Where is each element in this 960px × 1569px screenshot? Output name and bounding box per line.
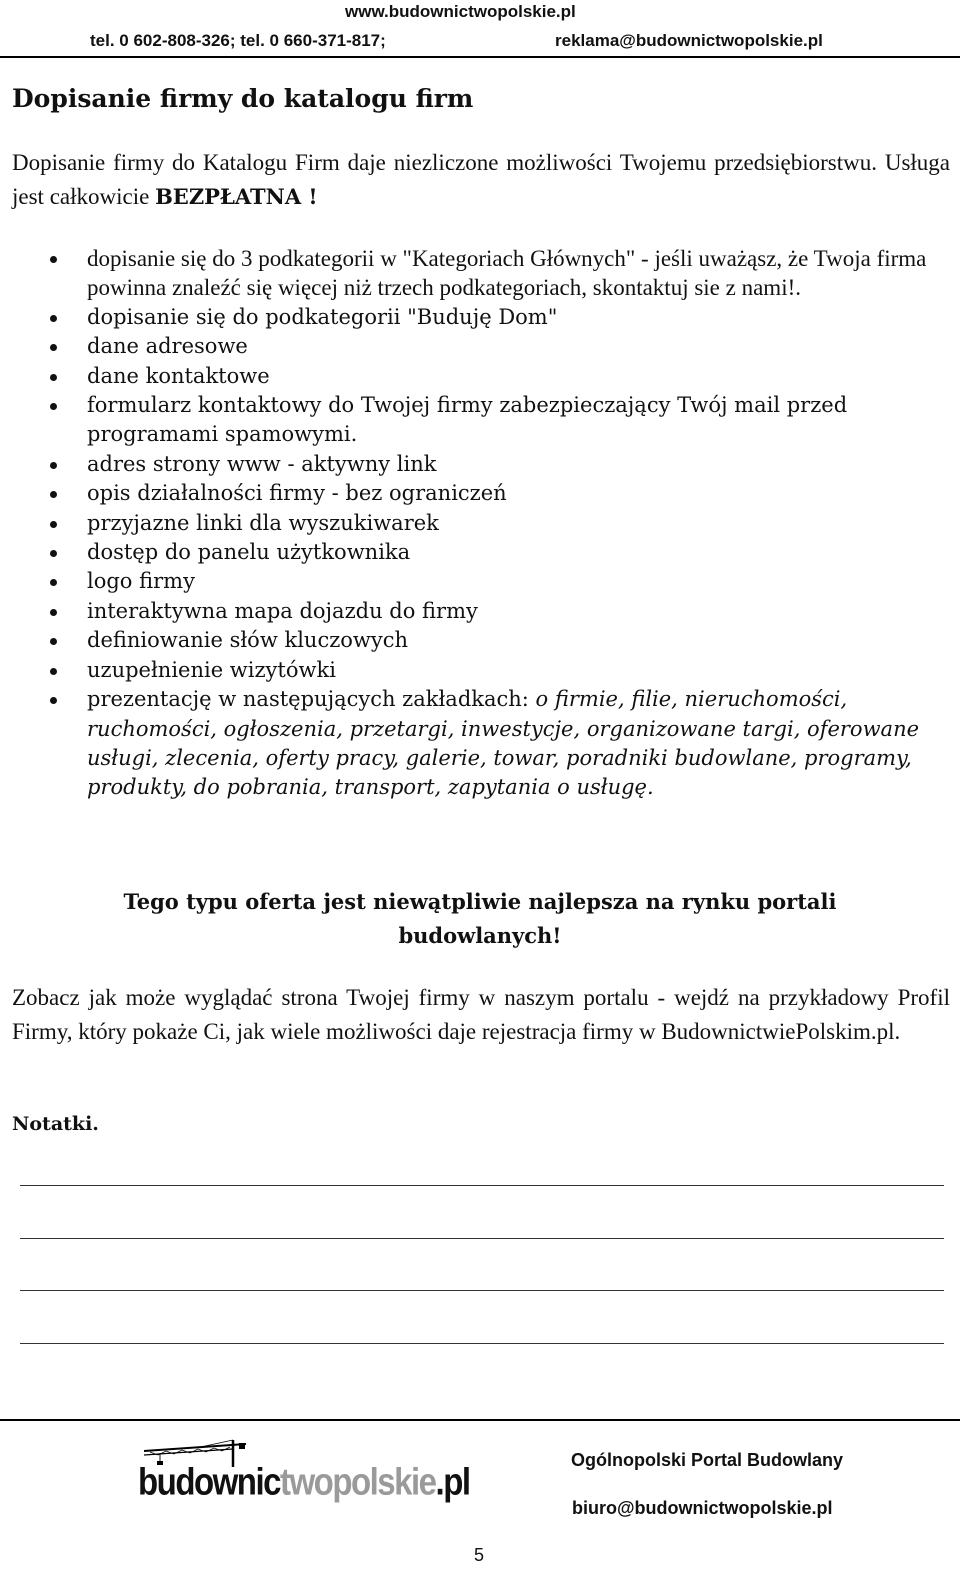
header-phones: tel. 0 602-808-326; tel. 0 660-371-817;	[90, 31, 386, 50]
page-header	[0, 0, 960, 58]
see-more-paragraph: Zobacz jak może wyglądać strona Twojej firmy w naszym portalu - wejdź na przykładowy Profil Firmy, który pokaże Ci, jak wiele możliwości daje rejestracja firmy w BudownictwiePolskim.pl.	[12, 985, 950, 1044]
intro-paragraph	[12, 146, 950, 214]
list-item: dopisanie się do 3 podkategorii w "Kategoriach Głównych" - jeśli uważąsz, że Twoja firma powinna znaleźć się więcej niż trzech podkategoriach, skontaktuj sie z nami!.	[50, 244, 940, 303]
notes-line	[20, 1290, 944, 1291]
footer-email[interactable]: biuro@budownictwopolskie.pl	[572, 1498, 833, 1518]
list-item: uzupełnienie wizytówki	[50, 656, 940, 685]
header-website[interactable]: www.budownictwopolskie.pl	[345, 2, 576, 21]
list-item: interaktywna mapa dojazdu do firmy	[50, 597, 940, 626]
page-number: 5	[474, 1545, 485, 1565]
notes-line	[20, 1238, 944, 1239]
list-item: logo firmy	[50, 567, 940, 596]
list-item: opis działalności firmy - bez ograniczeń	[50, 479, 940, 508]
list-item	[50, 685, 940, 803]
intro-text: Dopisanie firmy do Katalogu Firm daje niezliczone możliwości Twojemu przedsiębiorstwu. Usługa jest całkowicie	[12, 150, 950, 209]
feature-list	[50, 244, 940, 803]
header-email[interactable]: reklama@budownictwopolskie.pl	[555, 31, 823, 50]
notes-line	[20, 1185, 944, 1186]
list-item: definiowanie słów kluczowych	[50, 626, 940, 655]
notes-line	[20, 1343, 944, 1344]
list-item: dopisanie się do podkategorii "Buduję Dom"	[50, 303, 940, 332]
list-item: adres strony www - aktywny link	[50, 450, 940, 479]
list-item: przyjazne linki dla wyszukiwarek	[50, 509, 940, 538]
logo-text: budownictwopolskie.pl	[138, 1460, 470, 1503]
offer-statement: Tego typu oferta jest niewątpliwie najlepsza na rynku portali budowlanych!	[123, 889, 837, 948]
list-item: dane adresowe	[50, 332, 940, 361]
footer-divider	[0, 1419, 960, 1421]
tabs-lead: prezentację w następujących zakładkach:	[87, 687, 536, 712]
tabs-list: o firmie, filie, nieruchomości, ruchomości, ogłoszenia, przetargi, inwestycje, organizowane targi, oferowane usługi, zlecenia, oferty pracy, galerie, towar, poradniki budowlane, programy, produkty, do pobrania, transport, zapytania o usługę.	[87, 687, 920, 800]
intro-emphasis: BEZPŁATNA !	[155, 184, 318, 209]
site-logo[interactable]	[138, 1438, 470, 1508]
list-item: dostęp do panelu użytkownika	[50, 538, 940, 567]
notes-label: Notatki.	[12, 1113, 99, 1135]
footer-portal-name: Ogólnopolski Portal Budowlany	[571, 1450, 844, 1470]
list-item: dane kontaktowe	[50, 362, 940, 391]
page-title: Dopisanie firmy do katalogu firm	[12, 84, 474, 113]
list-item: formularz kontaktowy do Twojej firmy zabezpieczający Twój mail przed programami spamowymi.	[50, 391, 940, 450]
